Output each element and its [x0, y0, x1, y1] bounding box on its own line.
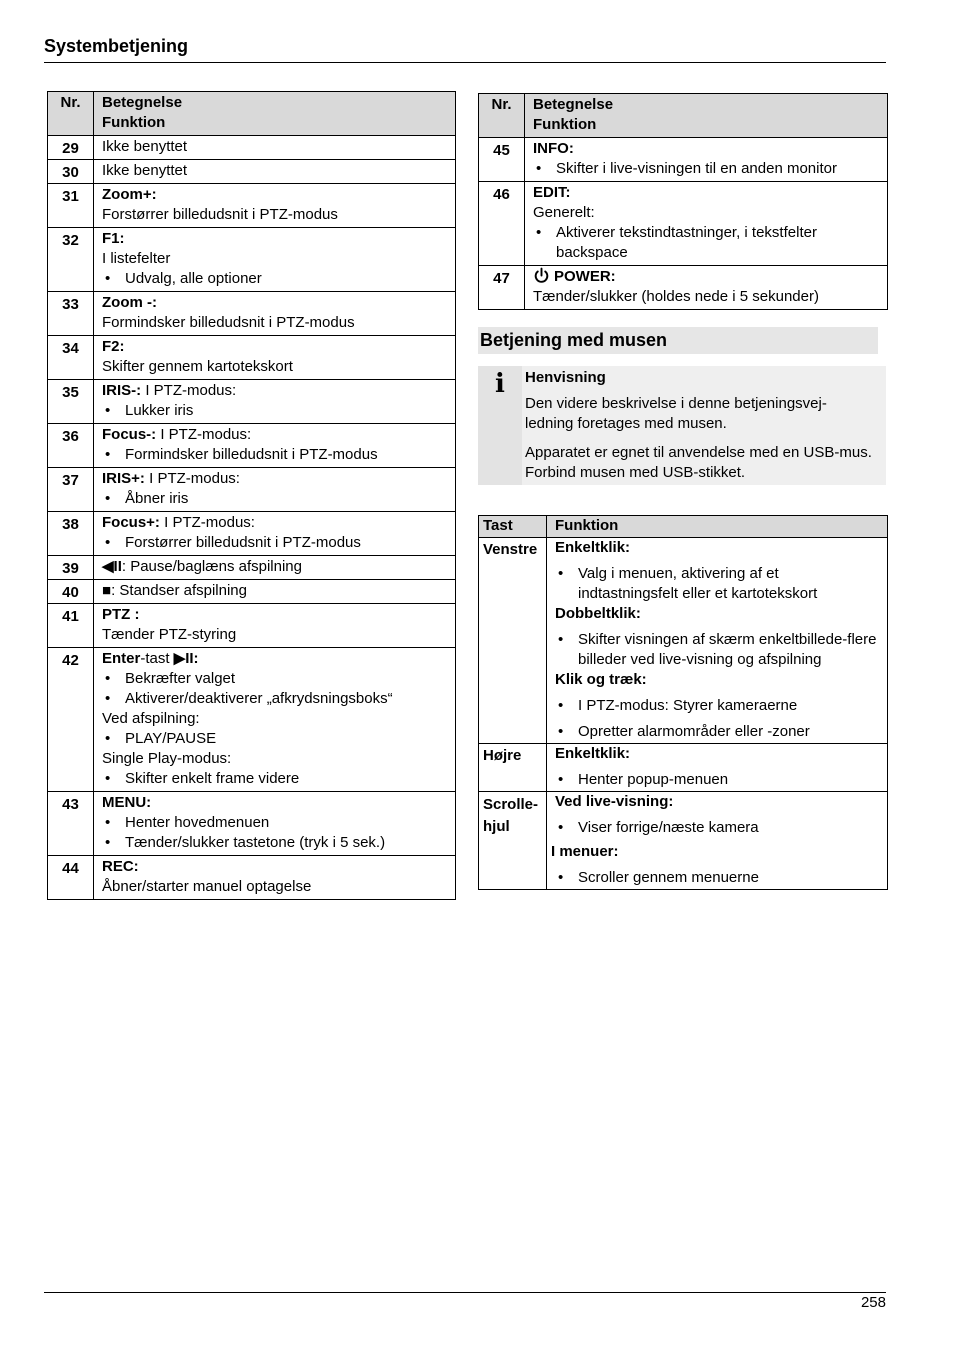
bullet-list — [102, 489, 449, 509]
key-label: REC: — [102, 858, 139, 875]
row-description — [94, 856, 456, 900]
action-heading: Dobbeltklik: — [555, 605, 641, 622]
mouse-key: Højre — [479, 744, 547, 792]
row-description — [94, 380, 456, 424]
info-icon: i — [478, 366, 522, 485]
row-text: Forstørrer billedudsnit i PTZ-modus — [102, 206, 338, 223]
table-row — [479, 266, 888, 310]
table-row — [48, 648, 456, 792]
list-item: • Tænder/slukker tastetone (tryk i 5 sek.) — [125, 833, 449, 853]
table-row — [48, 184, 456, 228]
bullet-list — [555, 696, 881, 742]
list-item: • I PTZ-modus: Styrer kameraerne — [578, 696, 881, 716]
table-header-row — [479, 94, 888, 138]
key-label: MENU: — [102, 794, 152, 811]
bullet-list — [551, 818, 881, 838]
row-description — [525, 138, 888, 182]
table-row — [48, 228, 456, 292]
list-item: • Bekræfter valget — [125, 669, 449, 689]
bullet-list — [102, 533, 449, 553]
row-description — [94, 556, 456, 580]
row-number: 42 — [48, 648, 94, 792]
bullet-list — [102, 401, 449, 421]
key-label: Zoom+: — [102, 186, 157, 203]
mouse-function-table — [478, 515, 888, 890]
row-number: 44 — [48, 856, 94, 900]
bullet-list — [555, 630, 881, 670]
row-text: Ikke benyttet — [102, 138, 188, 155]
pause-rewind-icon: ◀II — [102, 558, 122, 575]
row-description — [94, 336, 456, 380]
row-description — [525, 266, 888, 310]
row-text: Single Play-modus: — [102, 750, 232, 767]
list-item: • Viser forrige/næste kamera — [578, 818, 881, 838]
list-item: • Valg i menuen, aktivering af et indtastningsfelt eller et kartotekskort — [578, 564, 881, 604]
key-label: F2: — [102, 338, 125, 355]
table-row — [48, 468, 456, 512]
table-row — [479, 792, 888, 890]
row-description — [94, 468, 456, 512]
row-text: Tænder/slukker (holdes nede i 5 sekunder) — [533, 288, 819, 305]
table-row — [479, 744, 888, 792]
row-number: 34 — [48, 336, 94, 380]
row-number: 37 — [48, 468, 94, 512]
row-description — [94, 160, 456, 184]
table-row — [48, 856, 456, 900]
key-label: IRIS+: — [102, 470, 145, 487]
row-text: Skifter gennem kartotekskort — [102, 358, 293, 375]
list-item: • Aktiverer tekstindtastninger, i tekstfelter backspace — [556, 223, 881, 263]
row-text: Ved afspilning: — [102, 710, 200, 727]
row-inline-text: : Standser afspilning — [111, 582, 247, 599]
col-header-betegnelse-funktion — [525, 94, 888, 138]
mouse-key: Venstre — [479, 538, 547, 744]
table-row — [479, 182, 888, 266]
row-number: 45 — [479, 138, 525, 182]
row-description — [94, 580, 456, 604]
table-row — [48, 792, 456, 856]
row-description — [94, 512, 456, 556]
mouse-function — [547, 792, 888, 890]
key-label: INFO: — [533, 140, 574, 157]
list-item: • Formindsker billedudsnit i PTZ-modus — [125, 445, 449, 465]
header-divider — [44, 62, 886, 63]
table-row — [48, 336, 456, 380]
key-label: Focus-: — [102, 426, 157, 443]
table-row — [48, 160, 456, 184]
note-body — [525, 368, 875, 492]
bullet-list — [102, 729, 449, 749]
row-description — [94, 792, 456, 856]
page-number: 258 — [860, 1294, 886, 1311]
row-description — [94, 292, 456, 336]
list-item: • Forstørrer billedudsnit i PTZ-modus — [125, 533, 449, 553]
bullet-list — [102, 669, 449, 709]
list-item: • Henter hovedmenuen — [125, 813, 449, 833]
row-inline-text: -tast — [140, 650, 174, 667]
table-row — [48, 604, 456, 648]
table-row — [48, 512, 456, 556]
note-paragraph: Apparatet er egnet til anvendelse med en USB-mus. Forbind musen med USB-stikket. — [525, 444, 872, 481]
list-item: • Åbner iris — [125, 489, 449, 509]
key-label: Zoom -: — [102, 294, 157, 311]
mouse-key: Scrolle-hjul — [479, 792, 547, 890]
row-number: 31 — [48, 184, 94, 228]
row-text: Formindsker billedudsnit i PTZ-modus — [102, 314, 355, 331]
row-description — [94, 228, 456, 292]
table-header-row — [48, 92, 456, 136]
row-text: Ikke benyttet — [102, 162, 188, 179]
row-number: 41 — [48, 604, 94, 648]
list-item: • Aktiverer/deaktiverer „afkrydsningsboks“ — [125, 689, 449, 709]
row-number: 33 — [48, 292, 94, 336]
list-item: • Skifter visningen af skærm enkeltbillede-flere billeder ved live-visning og afspilning — [578, 630, 881, 670]
col-header-nr: Nr. — [48, 92, 94, 136]
row-description — [94, 136, 456, 160]
row-inline-text: : Pause/baglæns afspilning — [121, 558, 302, 575]
list-item: • Udvalg, alle optioner — [125, 269, 449, 289]
bullet-list — [551, 868, 881, 888]
action-heading: I menuer: — [551, 843, 619, 860]
table-row — [48, 292, 456, 336]
col-header-funktion: Funktion — [547, 516, 888, 538]
bullet-list — [102, 445, 449, 465]
play-pause-icon: ▶II: — [173, 650, 199, 667]
row-number: 43 — [48, 792, 94, 856]
row-text: Generelt: — [533, 204, 595, 221]
bullet-list — [102, 813, 449, 853]
row-description — [94, 604, 456, 648]
row-inline-text: I PTZ-modus: — [159, 514, 255, 531]
action-heading: Klik og træk: — [555, 671, 647, 688]
bullet-list — [533, 159, 881, 179]
table-row — [48, 580, 456, 604]
row-inline-text: I PTZ-modus: — [141, 382, 237, 399]
list-item: • PLAY/PAUSE — [125, 729, 449, 749]
bullet-list — [533, 223, 881, 263]
row-inline-text: I PTZ-modus: — [144, 470, 240, 487]
key-label: F1: — [102, 230, 125, 247]
col-header-betegnelse-funktion — [94, 92, 456, 136]
table-header-row — [479, 516, 888, 538]
row-description — [94, 424, 456, 468]
row-number: 39 — [48, 556, 94, 580]
key-label: POWER: — [554, 268, 616, 285]
bullet-list — [555, 564, 881, 604]
key-function-table-right — [478, 93, 888, 310]
list-item: • Henter popup-menuen — [578, 770, 881, 790]
stop-icon: ■ — [102, 582, 112, 599]
row-text: Tænder PTZ-styring — [102, 626, 237, 643]
action-heading: Ved live-visning: — [555, 793, 674, 810]
row-number: 35 — [48, 380, 94, 424]
col-header-funktion: Funktion — [533, 116, 597, 133]
row-number: 36 — [48, 424, 94, 468]
row-text: I listefelter — [102, 250, 171, 267]
row-number: 29 — [48, 136, 94, 160]
row-description — [94, 648, 456, 792]
row-number: 46 — [479, 182, 525, 266]
note-paragraph: Den videre beskrivelse i denne betjeningsvej-ledning foretages med musen. — [525, 395, 827, 432]
key-label: IRIS-: — [102, 382, 142, 399]
key-label: Enter — [102, 650, 141, 667]
list-item: • Skifter i live-visningen til en anden monitor — [556, 159, 881, 179]
row-number: 40 — [48, 580, 94, 604]
table-row — [48, 380, 456, 424]
row-number: 38 — [48, 512, 94, 556]
list-item: • Scroller gennem menuerne — [578, 868, 881, 888]
table-row — [479, 538, 888, 744]
table-row — [48, 424, 456, 468]
list-item: • Skifter enkelt frame videre — [125, 769, 449, 789]
page-header-title: Systembetjening — [44, 36, 189, 56]
key-function-table-left — [47, 91, 456, 900]
row-text: Åbner/starter manuel optagelse — [102, 878, 312, 895]
col-header-betegnelse: Betegnelse — [533, 96, 614, 113]
footer-divider — [44, 1292, 886, 1293]
list-item: • Lukker iris — [125, 401, 449, 421]
row-number: 32 — [48, 228, 94, 292]
key-label: Focus+: — [102, 514, 160, 531]
bullet-list — [555, 770, 881, 790]
col-header-betegnelse: Betegnelse — [102, 94, 183, 111]
col-header-nr: Nr. — [479, 94, 525, 138]
col-header-tast: Tast — [479, 516, 547, 538]
bullet-list — [102, 769, 449, 789]
row-description — [94, 184, 456, 228]
key-label: EDIT: — [533, 184, 571, 201]
action-heading: Enkeltklik: — [555, 539, 631, 556]
row-inline-text: I PTZ-modus: — [156, 426, 252, 443]
mouse-function — [547, 538, 888, 744]
table-row — [48, 136, 456, 160]
mouse-function — [547, 744, 888, 792]
table-row — [48, 556, 456, 580]
note-title: Henvisning — [525, 369, 606, 386]
power-label-line — [533, 267, 881, 287]
key-label: PTZ : — [102, 606, 140, 623]
power-icon — [533, 267, 550, 284]
row-number: 47 — [479, 266, 525, 310]
bullet-list — [102, 269, 449, 289]
row-number: 30 — [48, 160, 94, 184]
col-header-funktion: Funktion — [102, 114, 166, 131]
section-heading: Betjening med musen — [478, 327, 878, 354]
note-box — [478, 366, 886, 485]
table-row — [479, 138, 888, 182]
action-heading: Enkeltklik: — [555, 745, 631, 762]
list-item: • Opretter alarmområder eller -zoner — [578, 722, 881, 742]
row-description — [525, 182, 888, 266]
